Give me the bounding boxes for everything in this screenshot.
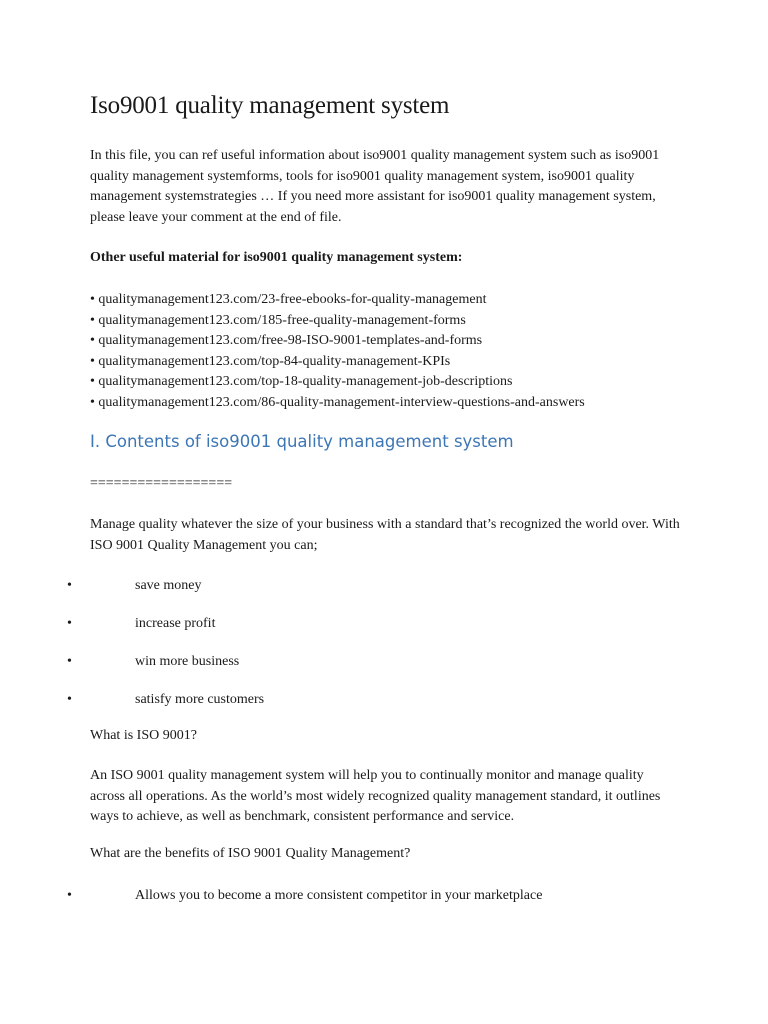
section-heading-contents: I. Contents of iso9001 quality management system [90,432,514,451]
bullet-icon: • [67,578,72,593]
manage-quality-paragraph: Manage quality whatever the size of your business with a standard that’s recognized the world over. With ISO 9001 Quality Management you can; [90,517,680,553]
resource-link[interactable]: • qualitymanagement123.com/86-quality-management-interview-questions-and-answers [90,394,585,410]
list-item [0,886,700,908]
bullet-icon: • [67,616,72,631]
document-title: Iso9001 quality management system [90,92,450,119]
list-item [0,576,700,598]
resource-link-list [90,290,585,413]
list-item-text: save money [135,578,202,593]
intro-paragraph: In this file, you can ref useful information about iso9001 quality management system such as iso9001 quality management systemforms, tools for iso9001 quality management system, iso9001 quality management systemstrategies … If you need more assistant for iso9001 quality management system, please leave your comment at the end of file. [90,148,660,225]
question-benefits: What are the benefits of ISO 9001 Quality Management? [90,846,411,861]
question-what-is-iso: What is ISO 9001? [90,728,197,743]
bullet-icon: • [67,888,72,903]
list-item-text: Allows you to become a more consistent competitor in your marketplace [135,888,543,903]
resource-link[interactable]: • qualitymanagement123.com/top-84-quality-management-KPIs [90,353,451,369]
list-item-text: increase profit [135,616,216,631]
bullet-icon: • [67,654,72,669]
bullet-icon: • [67,692,72,707]
list-item-text: win more business [135,654,240,669]
list-item [0,652,700,674]
list-item-text: satisfy more customers [135,692,265,707]
list-item [0,690,700,712]
list-item [0,614,700,636]
resource-link[interactable]: • qualitymanagement123.com/top-18-quality-management-job-descriptions [90,374,513,389]
other-material-heading: Other useful material for iso9001 quality management system: [90,250,463,265]
resource-link[interactable]: • qualitymanagement123.com/185-free-quality-management-forms [90,312,466,328]
resource-link[interactable]: • qualitymanagement123.com/23-free-ebooks-for-quality-management [90,292,487,307]
resource-link[interactable]: • qualitymanagement123.com/free-98-ISO-9001-templates-and-forms [90,333,483,348]
iso-description-paragraph: An ISO 9001 quality management system will help you to continually monitor and manage quality across all operations. As the world’s most widely recognized quality management standard, it outlines ways to achieve, as well as benchmark, consistent performance and service. [90,768,661,824]
section-divider: ================== [90,476,233,491]
